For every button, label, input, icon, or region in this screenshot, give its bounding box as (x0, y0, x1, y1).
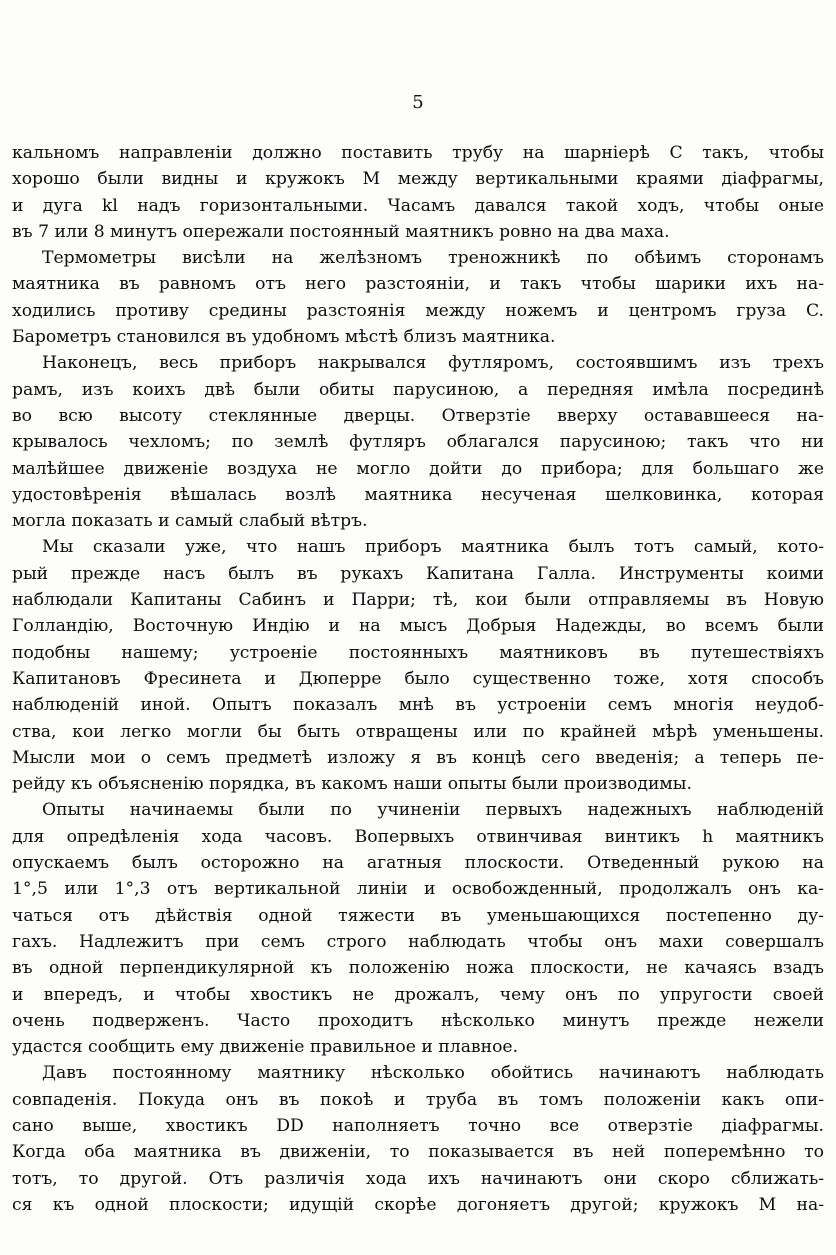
text-line: рейду къ объясненію порядка, въ какомъ наши опыты были производимы. (12, 774, 692, 795)
text-line: Наконецъ, весь приборъ накрывался футляромъ, состоявшимъ изъ трехъ (42, 353, 824, 374)
text-line: наблюдали Капитаны Сабинъ и Парри; тѣ, кои были отправляемы въ Новую (12, 590, 824, 611)
text-line: удастся сообщить ему движеніе правильное и плавное. (12, 1037, 519, 1058)
text-line: удостовѣренія вѣшалась возлѣ маятника несученая шелковинка, которая (12, 484, 824, 505)
text-line: ства, кои легко могли бы быть отвращены или по крайней мѣрѣ уменьшены. (12, 721, 824, 742)
text-line: чаться отъ дѣйствія одной тяжести въ уменьшающихся постепенно ду- (12, 905, 824, 926)
text-line: хорошо были видны и кружокъ M между вертикальными краями діафрагмы, (12, 169, 824, 190)
text-line: маятника въ равномъ отъ него разстояніи, и такъ чтобы шарики ихъ на- (12, 274, 824, 295)
text-line: Барометръ становился въ удобномъ мѣстѣ близъ маятника. (12, 327, 556, 348)
text-line: рамъ, изъ коихъ двѣ были обиты парусиною, а передняя имѣла посрединѣ (12, 379, 824, 400)
text-line: рый прежде насъ былъ въ рукахъ Капитана Галла. Инструменты коими (12, 563, 824, 584)
text-line: Опыты начинаемы были по учиненіи первыхъ надежныхъ наблюденій (42, 800, 824, 821)
text-line: Мы сказали уже, что нашъ приборъ маятника былъ тотъ самый, кото- (42, 537, 824, 558)
text-line: въ 7 или 8 минутъ опережали постоянный маятникъ ровно на два маха. (12, 221, 670, 242)
text-line: тотъ, то другой. Отъ различія хода ихъ начинаютъ они скоро сближать- (12, 1168, 824, 1189)
text-line: малѣйшее движеніе воздуха не могло дойти до прибора; для большаго же (12, 458, 824, 479)
text-line: гахъ. Надлежитъ при семъ строго наблюдать чтобы онъ махи совершалъ (12, 931, 824, 952)
text-line: опускаемъ былъ осторожно на агатныя плоскости. Отведенный рукою на (12, 853, 824, 874)
text-line: и дуга kl надъ горизонтальными. Часамъ давался такой ходъ, чтобы оные (12, 195, 824, 216)
text-line: Мысли мои о семъ предметѣ изложу я въ концѣ сего введенія; а теперь пе- (12, 747, 824, 768)
text-line: сано выше, хвостикъ DD наполняетъ точно все отверзтіе діафрагмы. (12, 1115, 824, 1136)
text-line: могла показать и самый слабый вѣтръ. (12, 511, 368, 532)
text-line: для опредѣленія хода часовъ. Вопервыхъ отвинчивая винтикъ h маятникъ (12, 826, 824, 847)
text-line: во всю высоту стеклянные дверцы. Отверзтіе вверху остававшееся на- (12, 405, 824, 426)
text-line: ходились противу средины разстоянія между ножемъ и центромъ груза C. (12, 300, 824, 321)
text-line: Голландію, Восточную Индію и на мысъ Добрыя Надежды, во всемъ были (12, 616, 824, 637)
text-line: подобны нашему; устроеніе постоянныхъ маятниковъ въ путешествіяхъ (12, 642, 824, 663)
text-line: и впередъ, и чтобы хвостикъ не дрожалъ, чему онъ по упругости своей (12, 984, 824, 1005)
text-line: кальномъ направленіи должно поставить трубу на шарніерѣ C такъ, чтобы (12, 143, 824, 163)
text-line: въ одной перпендикулярной къ положенію ножа плоскости, не качаясь взадъ (12, 958, 824, 979)
text-line: Капитановъ Фресинета и Дюперре было существенно тоже, хотя способъ (12, 668, 824, 689)
text-line: Давъ постоянному маятнику нѣсколько обойтись начинаютъ наблюдать (42, 1063, 824, 1084)
text-line: 1°,5 или 1°,3 отъ вертикальной линіи и освобожденный, продолжалъ онъ ка- (12, 879, 824, 900)
text-line: наблюденій иной. Опытъ показалъ мнѣ въ устроеніи семъ многія неудоб- (12, 695, 824, 716)
text-line: крывалось чехломъ; по землѣ футляръ облагался парусиною; такъ что ни (12, 432, 824, 453)
text-line: совпаденія. Покуда онъ въ покоѣ и труба въ томъ положеніи какъ опи- (12, 1089, 824, 1110)
text-line: ся къ одной плоскости; идущій скорѣе догоняетъ другой; кружокъ M на- (12, 1194, 824, 1215)
page-number: 5 (412, 92, 424, 113)
text-line: Когда оба маятника въ движеніи, то показывается въ ней поперемѣнно то (12, 1142, 824, 1163)
body-text (12, 140, 824, 1218)
text-line: очень подверженъ. Часто проходитъ нѣсколько минутъ прежде нежели (12, 1010, 824, 1031)
text-line: Термометры висѣли на желѣзномъ треножникѣ по обѣимъ сторонамъ (42, 248, 824, 269)
